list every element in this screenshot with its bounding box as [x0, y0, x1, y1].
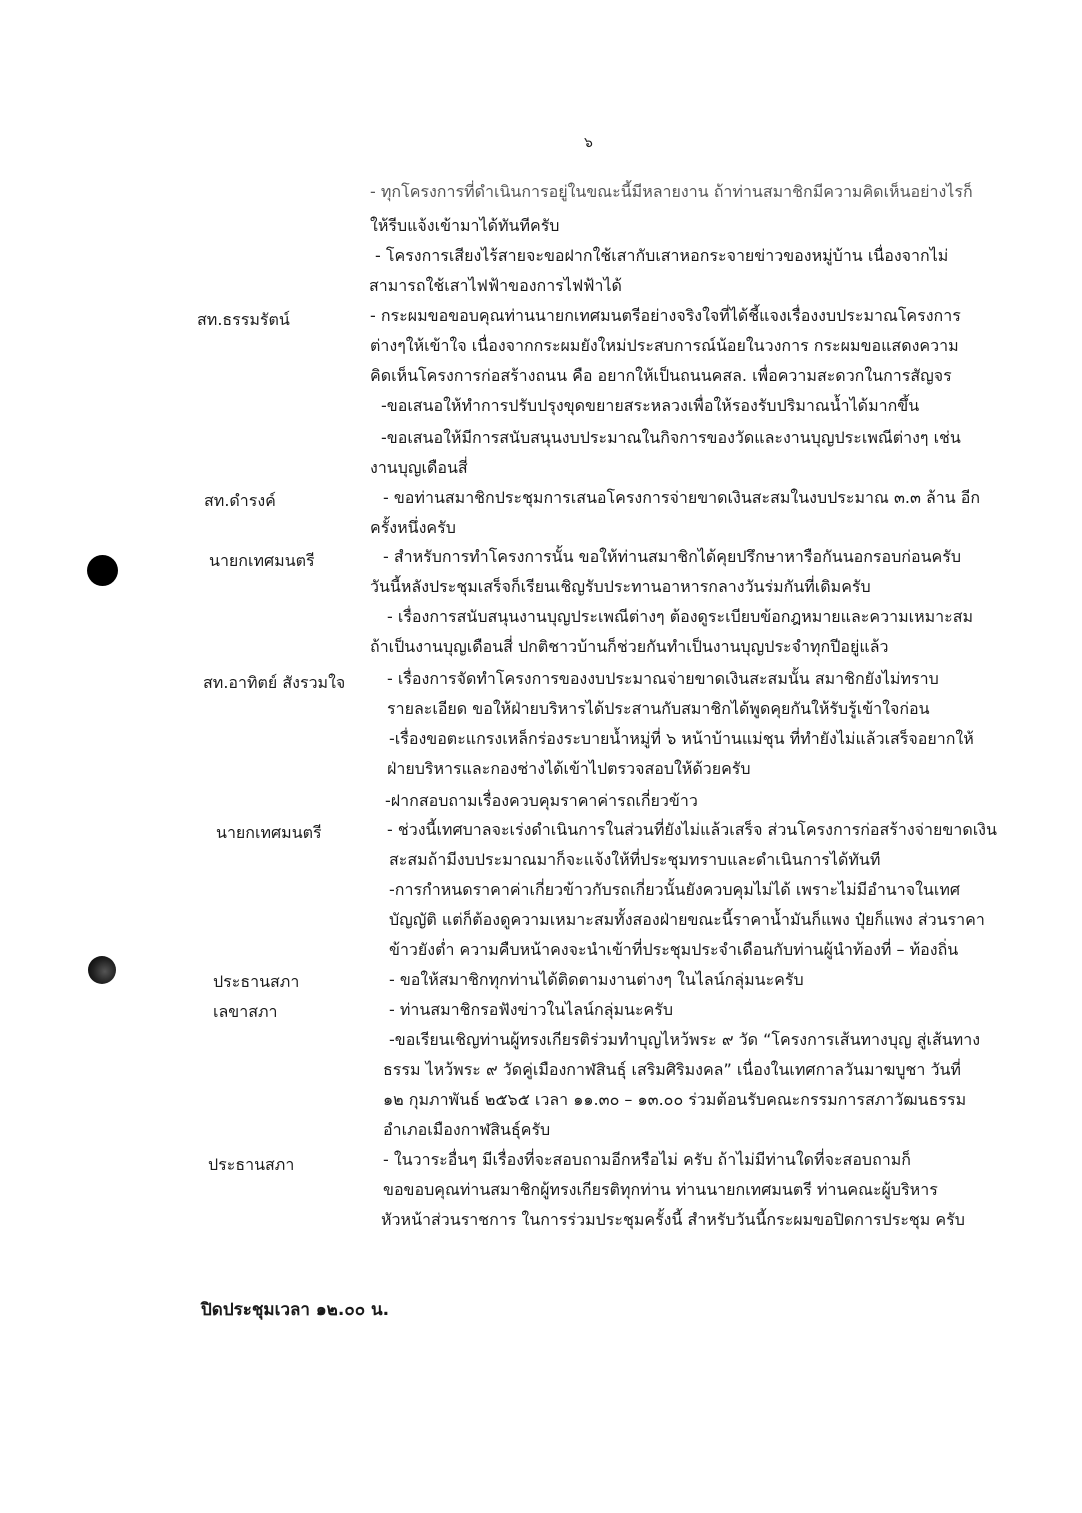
text-line: งานบุญเดือนสี่: [370, 458, 468, 477]
text-line: หัวหน้าส่วนราชการ ในการร่วมประชุมครั้งนี้ สำหรับวันนี้กระผมขอปิดการประชุม ครับ: [381, 1210, 965, 1229]
text-line: - ในวาระอื่นๆ มีเรื่องที่จะสอบถามอีกหรือไม่ ครับ ถ้าไม่มีท่านใดที่จะสอบถามก็: [383, 1150, 911, 1169]
text-line: สะสมถ้ามีงบประมาณมาก็จะแจ้งให้ที่ประชุมทราบและดำเนินการได้ทันที: [389, 850, 881, 869]
text-line: -ขอเสนอให้มีการสนับสนุนงบประมาณในกิจการของวัดและงานบุญประเพณีต่างๆ เช่น: [381, 428, 961, 447]
text-line: -ขอเสนอให้ทำการปรับปรุงขุดขยายสระหลวงเพื่อให้รองรับปริมาณน้ำได้มากขึ้น: [381, 396, 920, 415]
text-line: -เรื่องขอตะแกรงเหล็กร่องระบายน้ำหมู่ที่ ๖ หน้าบ้านแม่ชุน ที่ทำยังไม่แล้วเสร็จอยากให้: [389, 729, 974, 748]
text-line: ๑๒ กุมภาพันธ์ ๒๕๖๕ เวลา ๑๑.๓๐ – ๑๓.๐๐ ร่วมต้อนรับคณะกรรมการสภาวัฒนธรรม: [383, 1090, 967, 1109]
text-line: - โครงการเสียงไร้สายจะขอฝากใช้เสากับเสาหอกระจายข่าวของหมู่บ้าน เนื่องจากไม่: [375, 246, 949, 265]
speaker-label: ประธานสภา: [208, 1155, 295, 1174]
text-line: ฝ่ายบริหารและกองช่างได้เข้าไปตรวจสอบให้ด้วยครับ: [387, 759, 751, 778]
text-line: รายละเอียด ขอให้ฝ่ายบริหารได้ประสานกับสมาชิกได้พูดคุยกันให้รับรู้เข้าใจก่อน: [387, 699, 930, 718]
text-line: ถ้าเป็นงานบุญเดือนสี่ ปกติชาวบ้านก็ช่วยกันทำเป็นงานบุญประจำทุกปีอยู่แล้ว: [370, 637, 889, 656]
punch-hole-bottom: [88, 956, 116, 984]
text-line: - ทุกโครงการที่ดำเนินการอยู่ในขณะนี้มีหลายงาน ถ้าท่านสมาชิกมีความคิดเห็นอย่างไรก็: [370, 182, 973, 201]
punch-hole-top: [87, 555, 118, 586]
text-line: - ช่วงนี้เทศบาลจะเร่งดำเนินการในส่วนที่ยังไม่แล้วเสร็จ ส่วนโครงการก่อสร้างจ่ายขาดเงิน: [387, 820, 997, 839]
text-line: อำเภอเมืองกาฬสินธุ์ครับ: [383, 1120, 551, 1139]
text-line: - ขอท่านสมาชิกประชุมการเสนอโครงการจ่ายขาดเงินสะสมในงบประมาณ ๓.๓ ล้าน อีก: [383, 488, 981, 507]
speaker-label: ประธานสภา: [213, 972, 300, 991]
speaker-label: สท.อาทิตย์ สังรวมใจ: [203, 673, 346, 692]
closing-time: ปิดประชุมเวลา ๑๒.๐๐ น.: [201, 1300, 390, 1320]
text-line: - เรื่องการสนับสนุนงานบุญประเพณีต่างๆ ต้องดูระเบียบข้อกฎหมายและความเหมาะสม: [387, 607, 974, 626]
text-line: -ฝากสอบถามเรื่องควบคุมราคาค่ารถเกี่ยวข้าว: [385, 791, 698, 810]
text-line: - สำหรับการทำโครงการนั้น ขอให้ท่านสมาชิกได้คุยปรึกษาหารือกันนอกรอบก่อนครับ: [383, 547, 961, 566]
page-number: ๖: [584, 135, 593, 151]
text-line: ครั้งหนึ่งครับ: [370, 518, 456, 537]
speaker-label: นายกเทศมนตรี: [209, 551, 315, 570]
text-line: บัญญัติ แต่ก็ต้องดูความเหมาะสมทั้งสองฝ่ายขณะนี้ราคาน้ำมันก็แพง ปุ๋ยก็แพง ส่วนราคา: [389, 910, 985, 929]
text-line: ธรรม ไหว้พระ ๙ วัดคู่เมืองกาฬสินธุ์ เสริมศิริมงคล” เนื่องในเทศกาลวันมาฆบูชา วันที่: [383, 1060, 961, 1079]
text-line: คิดเห็นโครงการก่อสร้างถนน คือ อยากให้เป็นถนนคสล. เพื่อความสะดวกในการสัญจร: [370, 366, 952, 385]
text-line: ให้รีบแจ้งเข้ามาได้ทันทีครับ: [370, 216, 560, 235]
text-line: สามารถใช้เสาไฟฟ้าของการไฟฟ้าได้: [369, 276, 622, 295]
text-line: ข้าวยังต่ำ ความคืบหน้าคงจะนำเข้าที่ประชุมประจำเดือนกับท่านผู้นำท้องที่ – ท้องถิ่น: [389, 940, 959, 959]
speaker-label: สท.ดำรงค์: [204, 491, 276, 510]
speaker-label: เลขาสภา: [213, 1002, 278, 1021]
text-line: -การกำหนดราคาค่าเกี่ยวข้าวกับรถเกี่ยวนั้นยังควบคุมไม่ได้ เพราะไม่มีอำนาจในเทศ: [389, 880, 961, 899]
text-line: วันนี้หลังประชุมเสร็จก็เรียนเชิญรับประทานอาหารกลางวันร่มกันที่เดิมครับ: [370, 577, 871, 596]
text-line: ต่างๆให้เข้าใจ เนื่องจากกระผมยังใหม่ประสบการณ์น้อยในวงการ กระผมขอแสดงความ: [370, 336, 959, 355]
speaker-label: สท.ธรรมรัตน์: [197, 310, 290, 329]
text-line: - เรื่องการจัดทำโครงการของงบประมาณจ่ายขาดเงินสะสมนั้น สมาชิกยังไม่ทราบ: [387, 669, 939, 688]
text-line: - ขอให้สมาชิกทุกท่านได้ติดตามงานต่างๆ ในไลน์กลุ่มนะครับ: [389, 970, 804, 989]
text-line: ขอขอบคุณท่านสมาชิกผู้ทรงเกียรติทุกท่าน ท่านนายกเทศมนตรี ท่านคณะผู้บริหาร: [383, 1180, 938, 1199]
text-line: - ท่านสมาชิกรอฟังข่าวในไลน์กลุ่มนะครับ: [389, 1000, 673, 1019]
text-line: - กระผมขอขอบคุณท่านนายกเทศมนตรีอย่างจริงใจที่ได้ชี้แจงเรื่องงบประมาณโครงการ: [370, 306, 961, 325]
text-line: -ขอเรียนเชิญท่านผู้ทรงเกียรติร่วมทำบุญไหว้พระ ๙ วัด “โครงการเส้นทางบุญ สู่เส้นทาง: [389, 1030, 981, 1049]
speaker-label: นายกเทศมนตรี: [216, 823, 322, 842]
